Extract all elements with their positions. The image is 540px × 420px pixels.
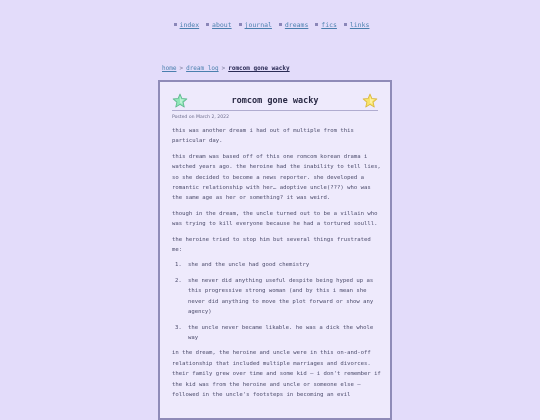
list-item [172, 276, 382, 318]
nav-bullet [174, 23, 177, 26]
frustrations-list [172, 260, 382, 343]
paragraph: though in the dream, the uncle turned out to be a villain who was trying to kill everyone because he had a tortured soulll. [172, 210, 378, 228]
nav-link-dreams[interactable]: dreams [284, 21, 309, 29]
list-item-text: the uncle never became likable. he was a dick the whole way [188, 324, 374, 341]
nav-link-index[interactable]: index [179, 21, 200, 29]
list-item-number: 2. [175, 277, 182, 284]
post-title: romcom gone wacky [231, 96, 319, 106]
post-date: Posted on March 2, 2022 [172, 115, 229, 120]
top-nav [0, 20, 540, 30]
list-item-number: 1. [175, 262, 182, 269]
paragraph: the heroine tried to stop him but several things frustrated me: [172, 236, 371, 254]
green-star-icon [172, 93, 188, 109]
breadcrumb-home[interactable]: home [162, 65, 177, 72]
yellow-star-icon [362, 93, 378, 109]
post-body [172, 126, 382, 405]
breadcrumb-separator: > [221, 65, 226, 72]
paragraph: in the dream, the heroine and uncle were in this on-and-off relationship that included multiple marriages and divorces. their family grew over time and some kid — i don't remember if the kid was from the heroine and uncle or someone else — followed in the uncle's footsteps in becoming an evil [172, 350, 381, 398]
nav-bullet [206, 23, 209, 26]
nav-bullet [239, 23, 242, 26]
list-item-text: she and the uncle had good chemistry [188, 262, 310, 269]
nav-bullet [315, 23, 318, 26]
list-item-number: 3. [175, 324, 182, 331]
paragraph: this was another dream i had out of multiple from this particular day. [172, 128, 354, 145]
nav-bullet [344, 23, 347, 26]
post-panel [158, 80, 392, 420]
nav-link-links[interactable]: links [349, 21, 370, 29]
post-header [172, 94, 378, 111]
paragraph: this dream was based off of this one romcom korean drama i watched years ago. the heroine had the inability to tell lies, so she decided to become a news reporter. she developed a romantic relationship with her… adoptive uncle(???) who was the same age as her or something? it was weird. [172, 153, 381, 202]
breadcrumb-current: romcom gone wacky [228, 65, 290, 72]
breadcrumb-dream-log[interactable]: dream log [186, 65, 219, 72]
nav-link-fics[interactable]: fics [321, 21, 337, 29]
nav-link-journal[interactable]: journal [244, 21, 272, 29]
nav-link-about[interactable]: about [212, 21, 232, 29]
list-item [172, 260, 382, 270]
breadcrumb-separator: > [179, 65, 184, 72]
list-item-text: she never did anything useful despite being hyped up as this progressive strong woman (and by this i mean she never did anything to move the plot forward or show any agency) [188, 277, 374, 316]
list-item [172, 323, 382, 344]
nav-bullet [279, 23, 282, 26]
breadcrumb [162, 64, 290, 73]
